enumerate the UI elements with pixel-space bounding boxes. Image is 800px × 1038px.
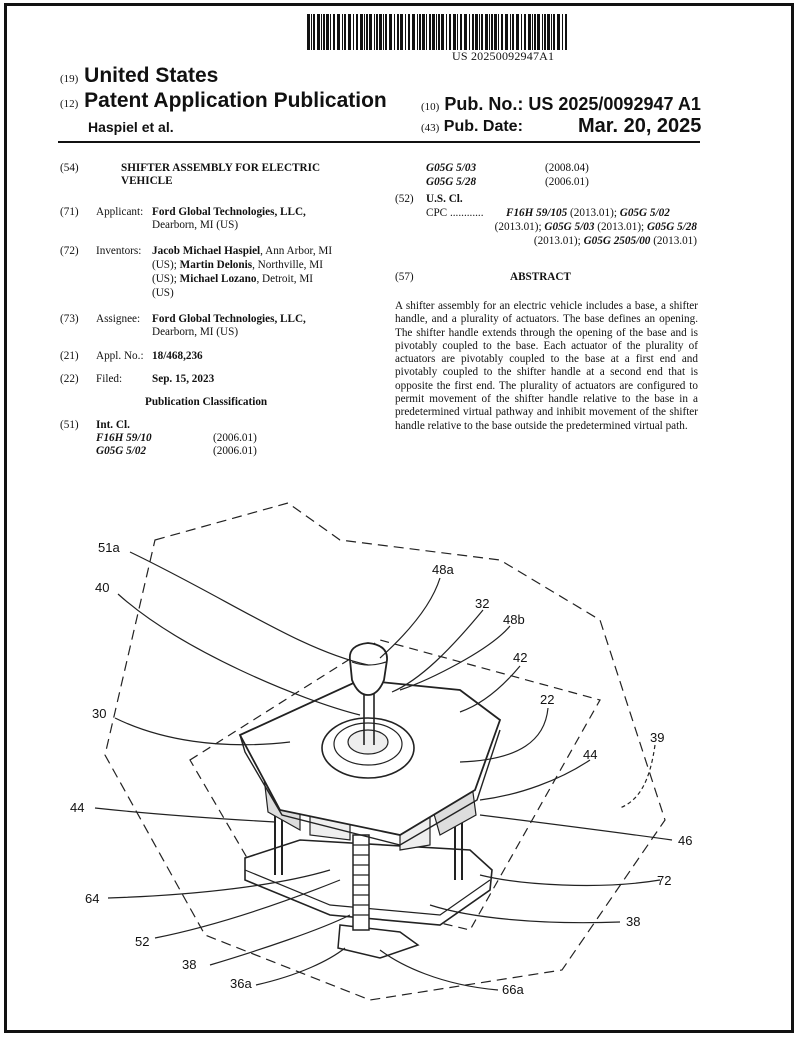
ref-label: 64: [85, 891, 100, 906]
intcl-class: G05G 5/28: [426, 176, 477, 188]
ref-label: 36a: [230, 976, 252, 991]
title-code: (54): [60, 162, 79, 174]
intcl-label: Int. Cl.: [96, 419, 130, 431]
applicant-code: (71): [60, 206, 79, 218]
pub-date: Mar. 20, 2025: [578, 115, 702, 137]
cpc-line-1: CPC ............: [426, 207, 484, 219]
assignee-code: (73): [60, 313, 79, 325]
ref-label: 48b: [503, 612, 525, 627]
ref-label: 42: [513, 650, 528, 665]
appl-code: (21): [60, 350, 79, 362]
barcode-number: US 20250092947A1: [452, 49, 555, 63]
ref-label: 48a: [432, 562, 454, 577]
abstract-heading: ABSTRACT: [510, 271, 571, 283]
inventor-line-1: Jacob Michael Haspiel, Ann Arbor, MI: [152, 245, 333, 257]
assignee-name: Ford Global Technologies, LLC,: [152, 313, 306, 325]
ref-label: 22: [540, 692, 555, 707]
uscl-label: U.S. Cl.: [426, 193, 463, 205]
ref-label: 38: [182, 957, 197, 972]
ref-label: 46: [678, 833, 693, 848]
inventors-label: Inventors:: [96, 245, 142, 257]
ref-label: 44: [70, 800, 85, 815]
applicant-label: Applicant:: [96, 206, 144, 218]
cpc-line-3: (2013.01); G05G 2505/00 (2013.01): [533, 235, 697, 247]
cpc-line-1-classes: F16H 59/105 (2013.01); G05G 5/02: [506, 207, 670, 219]
intcl-year: (2006.01): [213, 445, 257, 457]
inventor-line-2: (US); Martin Delonis, Northville, MI: [152, 259, 323, 271]
pub-number: (10) Pub. No.: US 2025/0092947 A1: [421, 94, 701, 114]
assignee-city: Dearborn, MI (US): [152, 326, 239, 338]
intcl-year: (2006.01): [213, 432, 257, 444]
lower-plate: [338, 925, 418, 958]
ref-label: 44: [583, 747, 598, 762]
pub-class-heading: Publication Classification: [145, 396, 268, 408]
lead-screw: [353, 835, 369, 930]
filed-label: Filed:: [96, 373, 123, 385]
cpc-line-2: (2013.01); G05G 5/03 (2013.01); G05G 5/28: [494, 221, 697, 233]
applicant-name: Ford Global Technologies, LLC,: [152, 206, 306, 218]
appl-number: 18/468,236: [152, 350, 203, 362]
publication-kind: (12) Patent Application Publication: [60, 89, 387, 112]
intcl-year: (2008.04): [545, 162, 589, 174]
inventors-short: Haspiel et al.: [88, 119, 174, 135]
ref-label: 72: [657, 873, 672, 888]
uscl-code: (52): [395, 193, 414, 205]
inventor-line-4: (US): [152, 287, 174, 299]
ref-label: 38: [626, 914, 641, 929]
ref-label: 39: [650, 730, 665, 745]
filed-code: (22): [60, 373, 79, 385]
pub-date-label: (43) Pub. Date:: [421, 118, 523, 135]
intcl-year: (2006.01): [545, 176, 589, 188]
ref-label: 32: [475, 596, 490, 611]
inventors-code: (72): [60, 245, 79, 257]
intcl-code: (51): [60, 419, 79, 431]
title-line-2: VEHICLE: [121, 175, 173, 187]
intcl-class: G05G 5/02: [96, 445, 147, 457]
applicant-city: Dearborn, MI (US): [152, 219, 239, 231]
assignee-label: Assignee:: [96, 313, 141, 325]
abstract-text: A shifter assembly for an electric vehicle includes a base, a shifter handle, and a plurality of actuators. The base defines an opening. The shifter handle extends through the opening of the base and is pivotably coupled to the base. Each actuator of the plurality of actuators are pivotably coupled to the base at a first end and pivotably coupled to the shifter handle at a second end that is opposite the first end. The plurality of actuators are configured to permit movement of the shifter handle relative to the base in a predetermined virtual pathway and inhibit movement of the shifter handle relative to the base outside the predetermined virtual path.: [395, 300, 698, 432]
inventor-line-3: (US); Michael Lozano, Detroit, MI: [152, 273, 313, 285]
filed-date: Sep. 15, 2023: [152, 373, 215, 385]
country-line: (19) United States: [60, 64, 219, 87]
appl-label: Appl. No.:: [96, 350, 144, 362]
ref-label: 40: [95, 580, 110, 595]
ref-label: 30: [92, 706, 107, 721]
abstract-code: (57): [395, 271, 414, 283]
ref-label: 51a: [98, 540, 120, 555]
title-line-1: SHIFTER ASSEMBLY FOR ELECTRIC: [121, 162, 321, 174]
intcl-class: G05G 5/03: [426, 162, 477, 174]
ref-label: 52: [135, 934, 150, 949]
intcl-class: F16H 59/10: [96, 432, 152, 444]
ref-label: 66a: [502, 982, 524, 997]
